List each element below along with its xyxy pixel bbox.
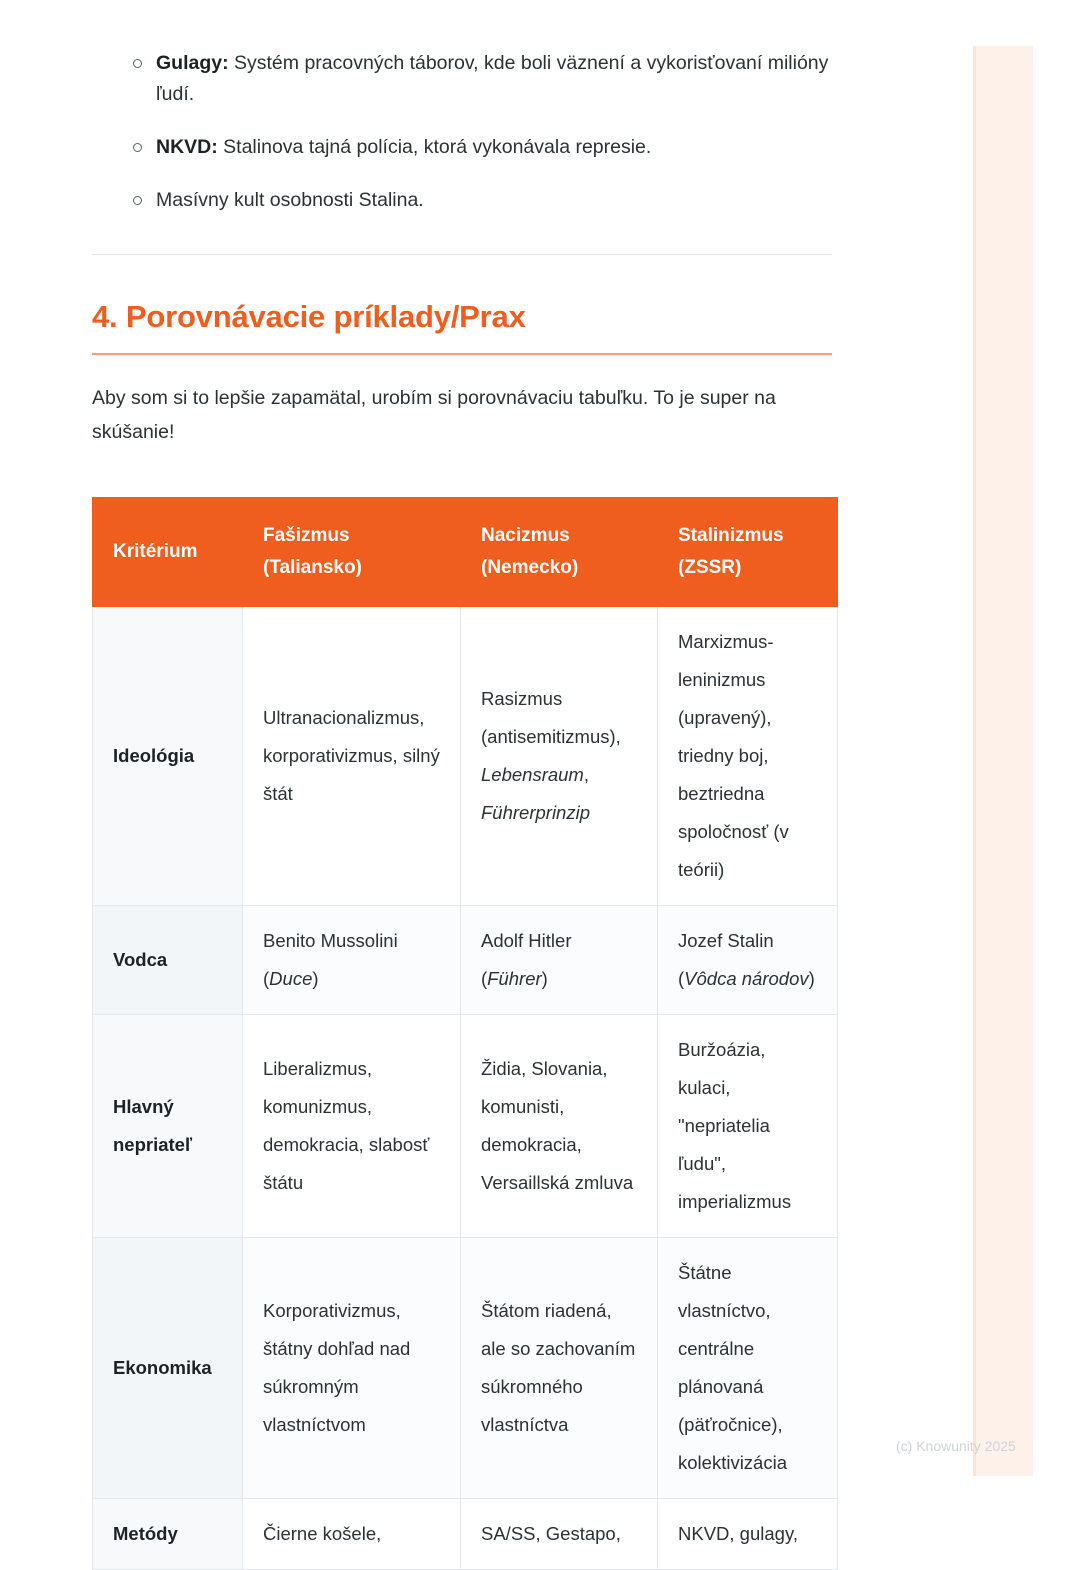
section-intro-paragraph: Aby som si to lepšie zapamätal, urobím si porovnávaciu tabuľku. To je super na skúšanie! (92, 387, 776, 443)
cell-fascism: Korporativizmus, štátny dohľad nad súkromným vlastníctvom (243, 1238, 461, 1499)
row-header: Ekonomika (93, 1238, 243, 1499)
list-item-text: Systém pracovných táborov, kde boli väznení a vykorisťovaní milióny ľudí. (156, 52, 829, 105)
cell-text: Adolf Hitler ( (481, 930, 572, 989)
cell-stalinism: Marxizmus-leninizmus (upravený), triedny boj, beztriedna spoločnosť (v teórii) (658, 607, 838, 906)
cell-emphasis: Lebensraum (481, 764, 584, 785)
list-item-text: Stalinova tajná polícia, ktorá vykonávala represie. (217, 136, 652, 158)
cell-text: Benito Mussolini ( (263, 930, 398, 989)
column-header-line1: Kritérium (113, 541, 198, 562)
cell-stalinism (658, 906, 838, 1015)
page-side-strip (973, 46, 1033, 1476)
column-header-line2: (ZSSR) (678, 557, 742, 578)
column-header-line2: (Taliansko) (263, 557, 362, 578)
column-header-line1: Stalinizmus (678, 525, 784, 546)
cell-nazism: Štátom riadená, ale so zachovaním súkromného vlastníctva (461, 1238, 658, 1499)
cell-text: ) (541, 968, 548, 989)
list-item-term: NKVD: (156, 136, 218, 158)
cell-emphasis: Vôdca národov (684, 968, 809, 989)
table-row (93, 1238, 838, 1499)
cell-nazism (461, 607, 658, 906)
cell-text: Jozef Stalin ( (678, 930, 774, 989)
column-header-nazism (461, 498, 658, 607)
cell-stalinism: Štátne vlastníctvo, centrálne plánovaná (päťročnice), kolektivizácia (658, 1238, 838, 1499)
row-header: Vodca (93, 906, 243, 1015)
cell-fascism: Čierne košele, (243, 1499, 461, 1570)
column-header-line1: Fašizmus (263, 525, 350, 546)
table-header (93, 498, 838, 607)
cell-nazism (461, 906, 658, 1015)
section-divider (92, 254, 832, 255)
cell-text: , (583, 764, 589, 785)
table-header-row (93, 498, 838, 607)
row-header: Hlavný nepriateľ (93, 1015, 243, 1238)
bullet-circle-icon (133, 143, 142, 152)
cell-text: ) (312, 968, 319, 989)
list-item (92, 132, 837, 163)
cell-text: ) (808, 968, 815, 989)
table-row (93, 906, 838, 1015)
cell-fascism: Liberalizmus, komunizmus, demokracia, slabosť štátu (243, 1015, 461, 1238)
cell-emphasis: Duce (269, 968, 313, 989)
bullet-list (92, 0, 837, 216)
cell-fascism: Ultranacionalizmus, korporativizmus, silný štát (243, 607, 461, 906)
cell-emphasis: Führerprinzip (481, 802, 590, 823)
title-underline (92, 353, 832, 355)
cell-nazism: Židia, Slovania, komunisti, demokracia, Versaillská zmluva (461, 1015, 658, 1238)
document-content (92, 0, 837, 1570)
bullet-circle-icon (133, 59, 142, 68)
bullet-circle-icon (133, 196, 142, 205)
column-header-line1: Nacizmus (481, 525, 570, 546)
column-header-fascism (243, 498, 461, 607)
page-title: 4. Porovnávacie príklady/Prax (92, 299, 526, 334)
watermark: (c) Knowunity 2025 (896, 1438, 1016, 1454)
cell-text: Rasizmus (antisemitizmus), (481, 688, 621, 747)
list-item (92, 185, 837, 216)
table-row (93, 1499, 838, 1570)
table-row (93, 1015, 838, 1238)
cell-fascism (243, 906, 461, 1015)
page-side-strip-line (973, 46, 976, 1476)
column-header-stalinism (658, 498, 838, 607)
cell-nazism: SA/SS, Gestapo, (461, 1499, 658, 1570)
list-item-term: Gulagy: (156, 52, 229, 74)
cell-emphasis: Führer (487, 968, 542, 989)
row-header: Ideológia (93, 607, 243, 906)
list-item-text: Masívny kult osobnosti Stalina. (156, 189, 424, 211)
row-header: Metódy (93, 1499, 243, 1570)
comparison-table (92, 497, 838, 1570)
column-header-line2: (Nemecko) (481, 557, 579, 578)
table-row (93, 607, 838, 906)
column-header-criterion (93, 498, 243, 607)
cell-stalinism: Buržoázia, kulaci, "nepriatelia ľudu", imperializmus (658, 1015, 838, 1238)
table-body (93, 607, 838, 1570)
cell-stalinism: NKVD, gulagy, (658, 1499, 838, 1570)
list-item (92, 48, 837, 110)
